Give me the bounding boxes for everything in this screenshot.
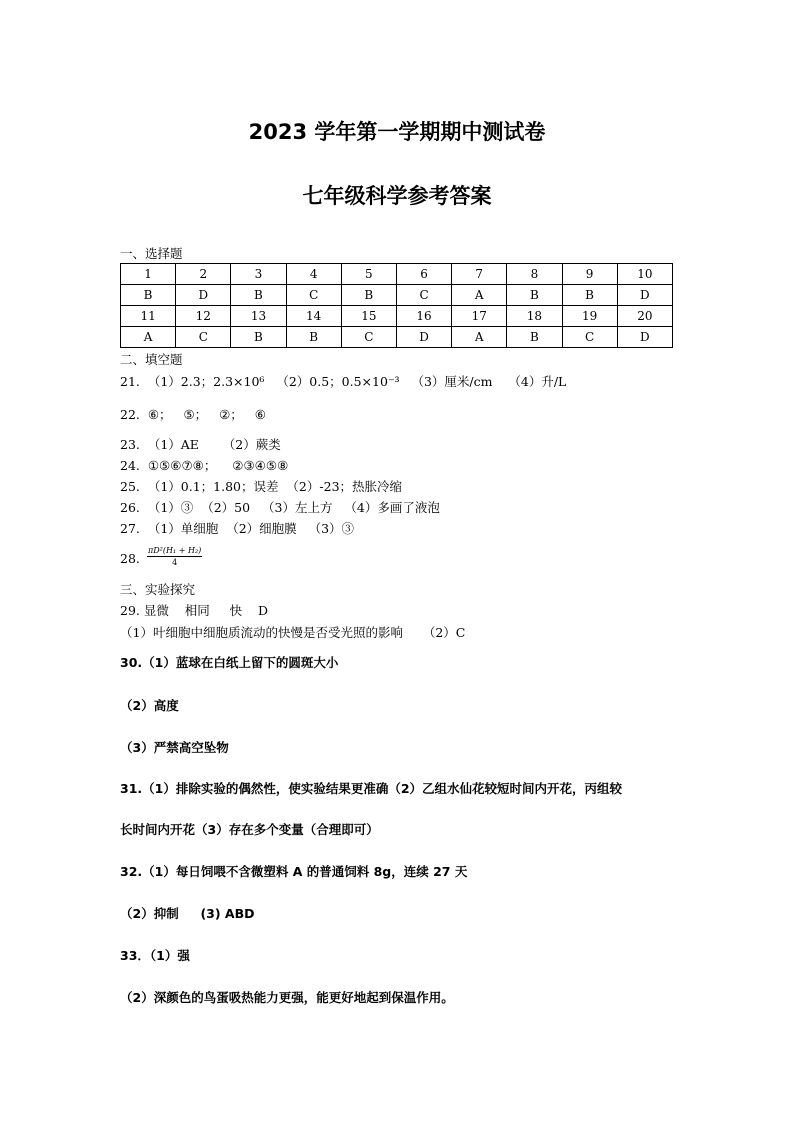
table-cell: B <box>341 285 396 306</box>
table-row-numbers <box>121 306 673 327</box>
table-row-numbers <box>121 264 673 285</box>
answer-22: 22. ⑥； ⑤； ②； ⑥ <box>120 407 266 422</box>
answer-30-a: 30.（1）蓝球在白纸上留下的圆斑大小 <box>120 655 339 670</box>
table-cell: B <box>562 285 617 306</box>
table-cell: 17 <box>452 306 507 327</box>
answer-30-c: （3）严禁高空坠物 <box>120 740 229 755</box>
table-cell: 16 <box>396 306 451 327</box>
answer-28-formula <box>147 545 202 568</box>
answer-21: 21. （1）2.3；2.3×10⁶ （2）0.5；0.5×10⁻³ （3）厘米/cm （4）升/L <box>120 374 567 389</box>
table-cell: 20 <box>617 306 672 327</box>
table-cell: 3 <box>231 264 286 285</box>
answer-29-b: （1）叶细胞中细胞质流动的快慢是否受光照的影响 （2）C <box>120 625 466 640</box>
table-cell: B <box>507 327 562 348</box>
answer-32-a: 32.（1）每日饲喂不含微塑料 A 的普通饲料 8g，连续 27 天 <box>120 864 468 879</box>
answer-33-b: （2）深颜色的鸟蛋吸热能力更强，能更好地起到保温作用。 <box>120 990 454 1005</box>
answer-28-label: 28. <box>120 551 140 566</box>
table-cell: B <box>231 285 286 306</box>
table-cell: 14 <box>286 306 341 327</box>
table-cell: 6 <box>396 264 451 285</box>
table-cell: D <box>617 327 672 348</box>
answer-23: 23. （1）AE （2）蕨类 <box>120 437 281 452</box>
table-cell: 19 <box>562 306 617 327</box>
formula-denominator: 4 <box>172 558 178 567</box>
table-cell: A <box>452 327 507 348</box>
table-cell: C <box>562 327 617 348</box>
table-cell: 10 <box>617 264 672 285</box>
answer-30-b: （2）高度 <box>120 698 179 713</box>
answer-31-a: 31.（1）排除实验的偶然性，使实验结果更准确（2）乙组水仙花较短时间内开花，丙组较 <box>120 781 623 796</box>
table-cell: 4 <box>286 264 341 285</box>
table-cell: C <box>176 327 231 348</box>
table-cell: 18 <box>507 306 562 327</box>
answer-24: 24. ①⑤⑥⑦⑧； ②③④⑤⑧ <box>120 458 289 473</box>
table-cell: D <box>176 285 231 306</box>
answer-27: 27. （1）单细胞 （2）细胞膜 （3）③ <box>120 521 355 536</box>
table-cell: B <box>231 327 286 348</box>
answer-29-a: 29. 显微 相同 快 D <box>120 603 269 618</box>
table-cell: B <box>121 285 176 306</box>
table-cell: A <box>121 327 176 348</box>
section-fill-heading: 二、填空题 <box>120 352 183 367</box>
answer-31-b: 长时间内开花（3）存在多个变量（合理即可） <box>120 822 379 837</box>
table-cell: 7 <box>452 264 507 285</box>
table-cell: 1 <box>121 264 176 285</box>
formula-numerator: πD²(H₁ + H₂) <box>148 546 202 555</box>
answer-32-b: （2）抑制 (3) ABD <box>120 906 255 921</box>
table-cell: C <box>341 327 396 348</box>
table-row-answers <box>121 327 673 348</box>
table-cell: 11 <box>121 306 176 327</box>
table-cell: B <box>507 285 562 306</box>
table-cell: A <box>452 285 507 306</box>
table-cell: D <box>396 327 451 348</box>
answer-33-a: 33．（1）强 <box>120 948 190 963</box>
table-row-answers <box>121 285 673 306</box>
section-choice-heading: 一、选择题 <box>120 246 183 261</box>
page-subtitle: 七年级科学参考答案 <box>302 184 492 208</box>
answer-table <box>120 263 673 348</box>
page-title: 2023 学年第一学期期中测试卷 <box>248 120 546 144</box>
section-experiment-heading: 三、实验探究 <box>120 582 196 597</box>
table-cell: C <box>286 285 341 306</box>
table-cell: 13 <box>231 306 286 327</box>
table-cell: 15 <box>341 306 396 327</box>
table-cell: D <box>617 285 672 306</box>
table-cell: 8 <box>507 264 562 285</box>
table-cell: 5 <box>341 264 396 285</box>
answer-25: 25. （1）0.1；1.80；误差 （2）-23；热胀冷缩 <box>120 479 403 494</box>
table-cell: 12 <box>176 306 231 327</box>
answer-26: 26. （1）③ （2）50 （3）左上方 （4）多画了液泡 <box>120 500 440 515</box>
table-cell: B <box>286 327 341 348</box>
table-cell: C <box>396 285 451 306</box>
table-cell: 2 <box>176 264 231 285</box>
table-cell: 9 <box>562 264 617 285</box>
